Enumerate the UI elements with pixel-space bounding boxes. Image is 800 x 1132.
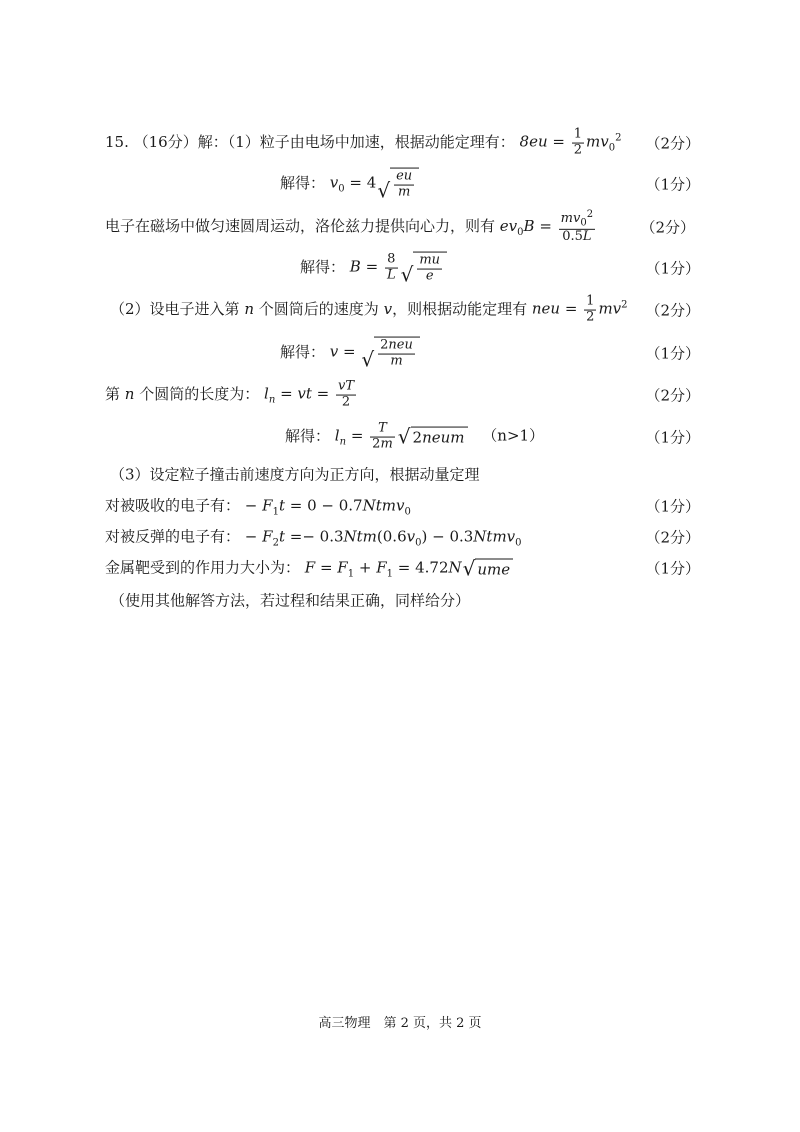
score-label: （2分） <box>645 134 700 153</box>
answer-line-8 <box>105 417 700 457</box>
line-text: 金属靶受到的作用力大小为： <box>105 558 301 577</box>
answer-line-1 <box>105 123 700 163</box>
line-text: （3）设定粒子撞击前速度方向为正方向，根据动量定理 <box>110 465 480 484</box>
formula-ln-result: $l_n$ = $\frac{T}{2m}$ √ 2 neum <box>335 427 468 445</box>
score-label: （1分） <box>645 559 700 578</box>
answer-line-2 <box>105 164 700 204</box>
formula-absorbed: − $F_1t = 0$ − 0.7Ntmv$_0$ <box>244 496 411 518</box>
score-label: （1分） <box>645 259 700 278</box>
line-text: （2）设电子进入第 <box>110 300 240 318</box>
answer-line-5: （2）设电子进入第 n 个圆筒后的速度为 v，则根据动能定理有 neu = $\frac{1}{2}$ $mv^2$ （2分） <box>110 293 700 325</box>
formula-ln: $l_n$ = vt = $\frac{vT}{2}$ <box>264 378 355 410</box>
condition-label: （n>1） <box>482 427 545 445</box>
line-text: 解得： <box>300 258 346 276</box>
line-text: 解得： <box>285 427 331 445</box>
line-text: 解得： <box>280 343 326 361</box>
line-text: 个圆筒后的速度为 <box>258 300 379 318</box>
score-label: （1分） <box>645 497 700 516</box>
formula-v: v = √ $\frac{\text{2neu}}{m}$ <box>330 343 420 361</box>
formula-B: B = $\frac{8}{L}$ √ $\frac{mu}{e}$ <box>350 258 447 276</box>
score-label: （1分） <box>645 344 700 363</box>
line-text: 电子在磁场中做匀速圆周运动，洛伦兹力提供向心力，则有 <box>105 217 496 236</box>
score-label: （1分） <box>645 175 700 194</box>
line-text: 对被吸收的电子有： <box>105 496 241 515</box>
formula-rebounded: − $F_2t =- 0.3Ntm(0.6v_0)$ − 0.3Ntmv$_0$ <box>244 527 522 549</box>
page-footer: 高三物理 第 2 页，共 2 页 <box>318 1016 482 1031</box>
formula-energy-accel: 8eu = $\frac{1}{2}$ $mv_0^2$ <box>519 126 622 158</box>
answer-line-4 <box>105 248 700 288</box>
formula-force: $F = F_1 + F_1 = 4.72N$ √ ume <box>305 559 513 577</box>
line-text: 对被反弹的电子有： <box>105 527 241 546</box>
formula-v0: $v_0 = 4$ √ $\frac{eu}{m}$ <box>330 174 419 192</box>
line-text: 第 <box>105 385 121 403</box>
line-text: 解得： <box>280 174 326 192</box>
score-label: （1分） <box>645 428 700 447</box>
score-label: （2分） <box>645 301 700 320</box>
line-text: （使用其他解答方法，若过程和结果正确，同样给分） <box>110 591 471 610</box>
score-label: （2分） <box>640 218 695 237</box>
answer-line-3 <box>105 207 700 247</box>
formula-lorentz: $ev_0B$ = $\frac{mv_0^2}{0.5L}$ <box>499 208 594 245</box>
answer-line-6 <box>105 333 700 373</box>
line-text: 15. （16分）解：（1）粒子由电场中加速，根据动能定理有： <box>105 133 515 151</box>
score-label: （2分） <box>645 528 700 547</box>
score-label: （2分） <box>645 386 700 405</box>
line-text: 个圆筒的长度为： <box>139 385 260 403</box>
answer-line-13 <box>105 580 700 620</box>
formula-energy-n: neu = $\frac{1}{2}$ $mv^2$ <box>531 293 628 325</box>
line-text: ，则根据动能定理有 <box>392 300 528 318</box>
answer-line-7: 第 n 个圆筒的长度为： $l_n$ = vt = $\frac{vT}{2}$ （2分） <box>105 378 700 410</box>
